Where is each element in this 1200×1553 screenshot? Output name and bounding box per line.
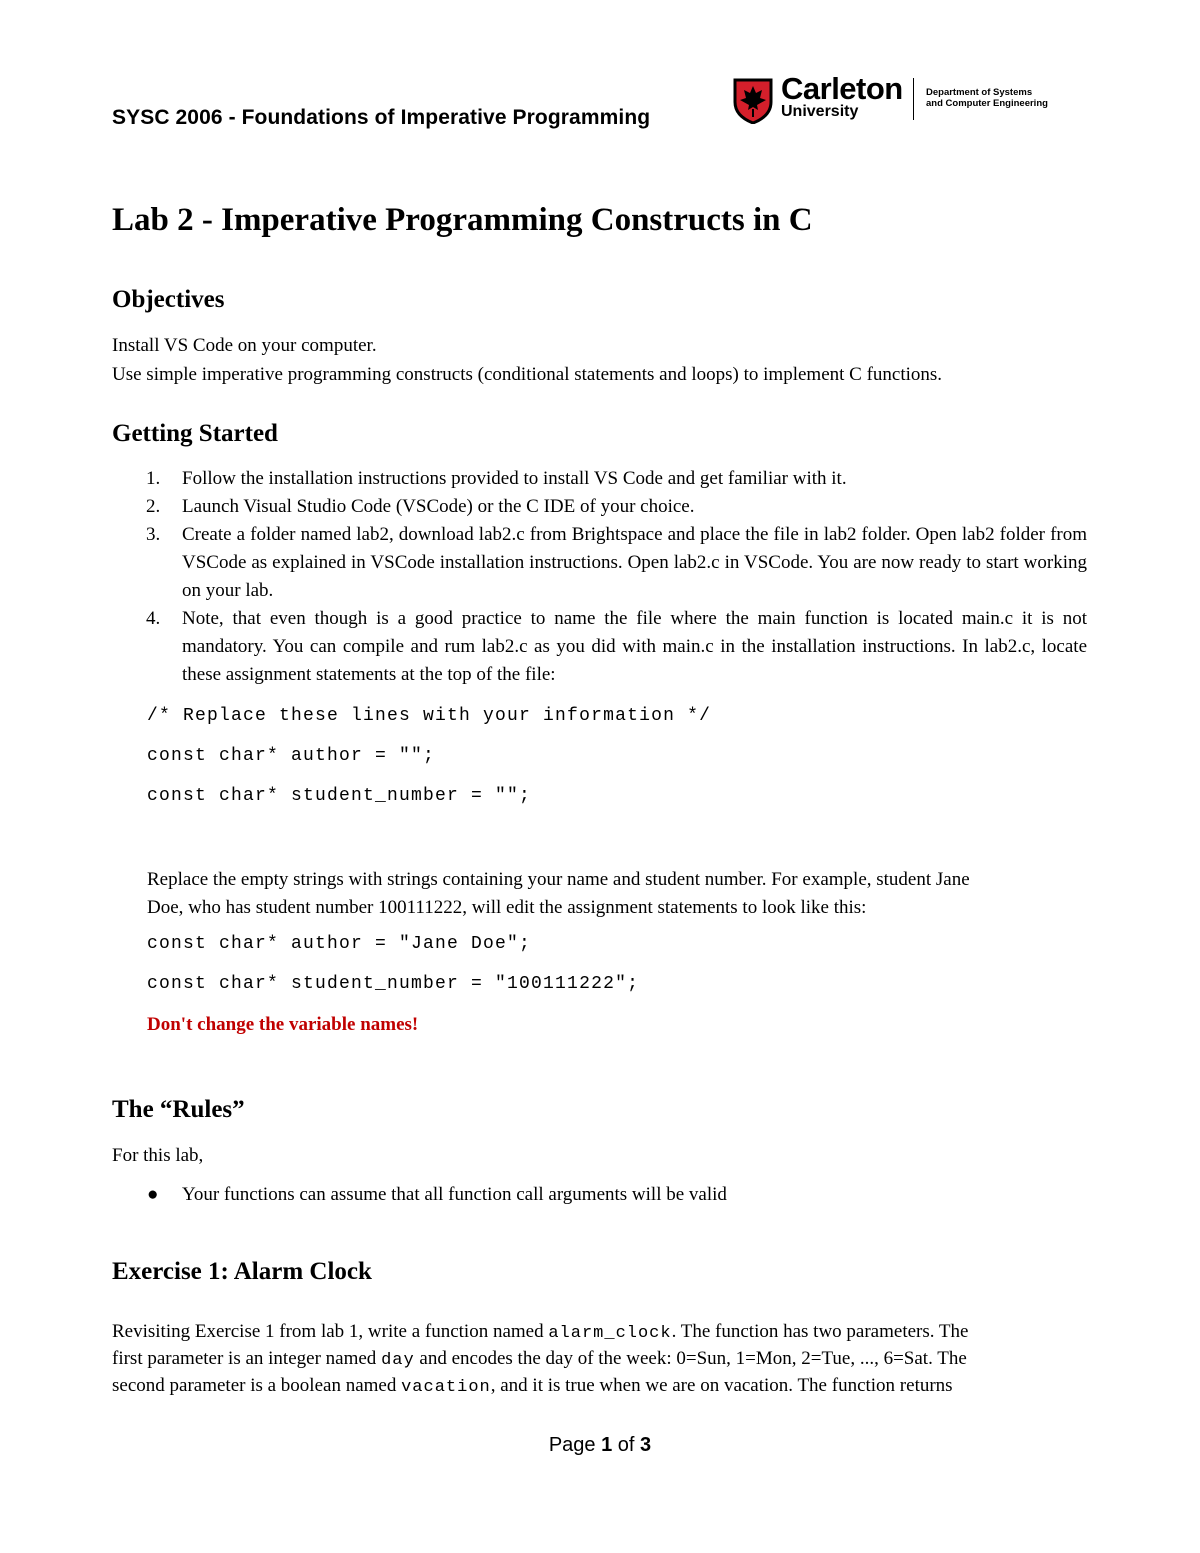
exercise1-line-1: Revisiting Exercise 1 from lab 1, write a function named alarm_clock. The function has two parameters. The [112,1321,969,1343]
warning-text: Don't change the variable names! [147,1014,419,1035]
logo-dept-line2: and Computer Engineering [926,98,1048,109]
getting-started-heading: Getting Started [112,420,278,447]
list-item: 4. Note, that even though is a good practice to name the file where the main function is located main.c it is not mandatory. You can compile and rum lab2.c as you did with main.c in the installation instructions. In lab2.c, locate these assignment statements at the top of the file: [146,608,1087,685]
objectives-line-2: Use simple imperative programming constructs (conditional statements and loops) to implement C functions. [112,364,943,385]
objectives-heading: Objectives [112,286,225,313]
objectives-line-1: Install VS Code on your computer. [112,335,377,356]
replace-text-line-2: Doe, who has student number 100111222, will edit the assignment statements to look like this: [147,897,867,918]
code-line-comment: /* Replace these lines with your information */ [147,706,712,726]
logo-divider [913,78,914,120]
exercise1-line-2: first parameter is an integer named day and encodes the day of the week: 0=Sun, 1=Mon, 2=Tue, ..., 6=Sat. The [112,1348,967,1370]
code-line-author-example: const char* author = "Jane Doe"; [147,934,532,954]
logo-university: University [781,103,859,120]
getting-started-list [112,465,1087,689]
exercise1-heading: Exercise 1: Alarm Clock [112,1258,372,1285]
code-line-student-number: const char* student_number = ""; [147,786,532,806]
list-item: 3. Create a folder named lab2, download lab2.c from Brightspace and place the file in lab2 folder. Open lab2 folder from VSCode as explained in VSCode installation instructions. Open lab2.c in VSCode. You are now ready to start working on your lab. [146,524,1087,601]
list-item: 2. Launch Visual Studio Code (VSCode) or the C IDE of your choice. [146,496,695,517]
rules-intro: For this lab, [112,1145,204,1166]
carleton-logo [733,71,1053,124]
replace-text-line-1: Replace the empty strings with strings containing your name and student number. For example, student Jane [147,869,970,890]
rules-heading: The “Rules” [112,1096,245,1123]
page-footer: Page 1 of 3 [548,1434,652,1456]
logo-department [926,87,1048,109]
course-header: SYSC 2006 - Foundations of Imperative Programming [112,106,651,129]
bullet-icon: ● [147,1184,159,1205]
code-line-author: const char* author = ""; [147,746,436,766]
carleton-shield-icon [733,76,773,124]
document-title: Lab 2 - Imperative Programming Constructs in C [112,202,813,238]
list-item: 1. Follow the installation instructions provided to install VS Code and get familiar with it. [146,468,847,489]
logo-dept-line1: Department of Systems [926,87,1033,98]
rules-bullet-text: Your functions can assume that all function call arguments will be valid [182,1184,727,1205]
code-line-student-number-example: const char* student_number = "100111222"; [147,974,640,994]
exercise1-line-3: second parameter is a boolean named vacation, and it is true when we are on vacation. The function returns [112,1375,953,1397]
logo-name: Carleton [781,71,903,106]
